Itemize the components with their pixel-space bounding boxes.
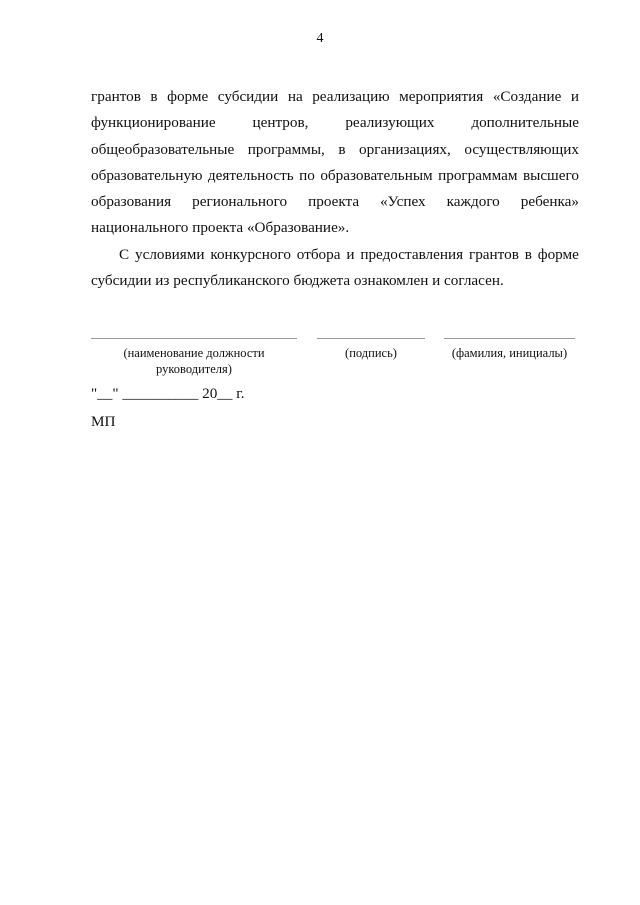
stamp-label: МП bbox=[91, 413, 116, 430]
word: субсидии bbox=[217, 88, 279, 105]
word: форме bbox=[167, 88, 209, 105]
page-number: 4 bbox=[316, 31, 324, 46]
signature-caption: (подпись) bbox=[345, 346, 397, 360]
word: в bbox=[524, 245, 532, 263]
document-body bbox=[91, 84, 579, 294]
word: форме bbox=[537, 245, 579, 263]
name-line bbox=[444, 338, 575, 339]
text-line: субсидии из республиканского бюджета ознакомлен и согласен. bbox=[91, 272, 504, 290]
word: ребенка» bbox=[520, 193, 579, 211]
text-line: национального проекта «Образование». bbox=[91, 219, 350, 237]
word: каждого bbox=[446, 193, 500, 211]
position-line bbox=[91, 338, 297, 339]
word: программы, bbox=[247, 140, 325, 158]
word: общеобразовательные bbox=[91, 140, 235, 158]
word: грантов bbox=[468, 245, 519, 263]
word: в bbox=[338, 140, 346, 158]
text-line bbox=[91, 84, 579, 110]
word: «Успех bbox=[380, 193, 426, 211]
word: конкурсного bbox=[210, 245, 291, 263]
position-caption bbox=[91, 345, 297, 377]
name-caption: (фамилия, инициалы) bbox=[451, 346, 568, 360]
word: образования bbox=[91, 193, 172, 211]
word: деятельность bbox=[207, 166, 294, 184]
word: дополнительные bbox=[471, 114, 579, 132]
text-line bbox=[91, 110, 579, 136]
word: условиями bbox=[134, 245, 205, 263]
text-line bbox=[91, 242, 579, 268]
word: и bbox=[570, 88, 579, 105]
word: высшего bbox=[522, 166, 579, 184]
paragraph-agreement bbox=[91, 242, 579, 295]
word: организациях, bbox=[359, 140, 451, 158]
word: программам bbox=[438, 166, 518, 184]
word: и bbox=[346, 245, 355, 263]
position-caption-line1: (наименование должности bbox=[123, 346, 265, 360]
word: реализующих bbox=[345, 114, 435, 132]
word: предоставления bbox=[360, 245, 464, 263]
word: мероприятия bbox=[399, 88, 484, 105]
text-line bbox=[91, 163, 579, 189]
word: функционирование bbox=[91, 114, 216, 132]
word: образовательную bbox=[91, 166, 203, 184]
word: проекта bbox=[308, 193, 360, 211]
paragraph-grant-purpose bbox=[91, 84, 579, 242]
date-line: "__" __________ 20__ г. bbox=[91, 385, 245, 402]
word: грантов bbox=[91, 88, 141, 105]
word: центров, bbox=[252, 114, 309, 132]
text-line bbox=[91, 189, 579, 215]
word: образовательным bbox=[320, 166, 433, 184]
word: осуществляющих bbox=[464, 140, 579, 158]
word: отбора bbox=[296, 245, 341, 263]
text-line bbox=[91, 137, 579, 163]
position-caption-line2: руководителя) bbox=[156, 362, 232, 376]
signature-line bbox=[317, 338, 425, 339]
word: «Создание bbox=[492, 88, 562, 105]
word: регионального bbox=[192, 193, 288, 211]
word: на bbox=[287, 88, 303, 105]
word: в bbox=[150, 88, 158, 105]
word: С bbox=[119, 245, 130, 263]
word: реализацию bbox=[312, 88, 390, 105]
word: по bbox=[299, 166, 315, 184]
